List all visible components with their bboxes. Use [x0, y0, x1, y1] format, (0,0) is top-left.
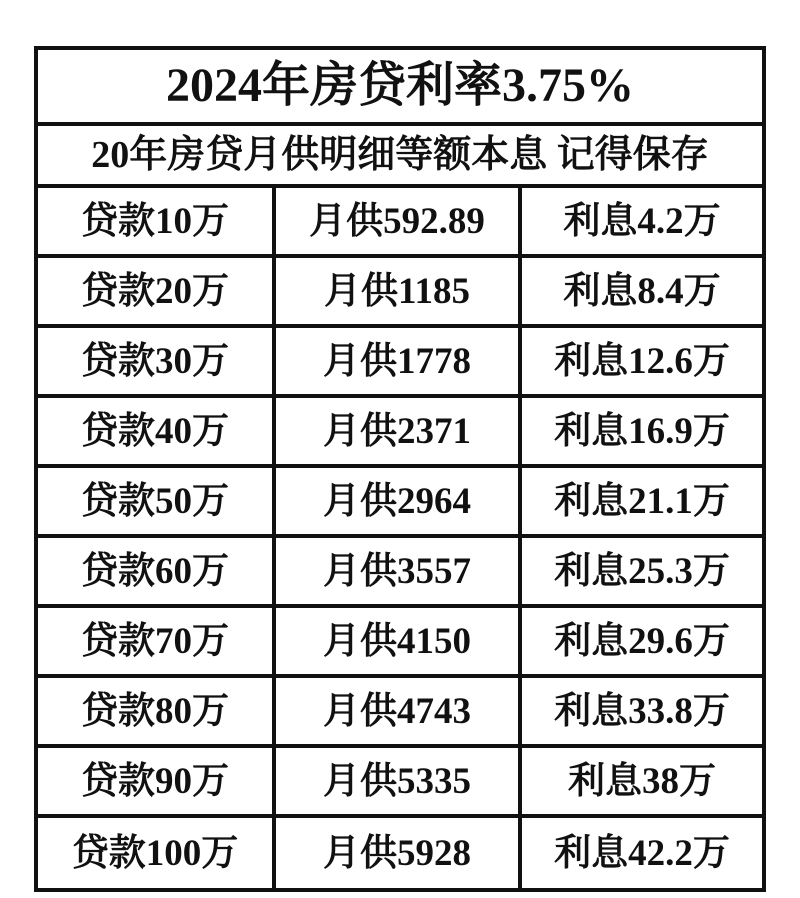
total-interest-cell: 利息12.6万 [554, 340, 730, 382]
table-row [38, 538, 762, 608]
total-interest-cell: 利息42.2万 [554, 832, 730, 874]
total-interest-cell: 利息29.6万 [554, 620, 730, 662]
table-row [38, 468, 762, 538]
loan-amount-cell: 贷款70万 [38, 608, 276, 674]
table-row [38, 608, 762, 678]
table-row [38, 328, 762, 398]
total-interest-cell: 利息16.9万 [554, 410, 730, 452]
loan-amount-cell: 贷款90万 [38, 748, 276, 814]
monthly-payment-cell: 月供1185 [276, 258, 522, 324]
monthly-payment-cell: 月供2371 [276, 398, 522, 464]
total-interest-cell: 利息8.4万 [563, 270, 721, 312]
monthly-payment-cell: 月供5335 [276, 748, 522, 814]
total-interest-cell: 利息38万 [568, 760, 716, 802]
table-row [38, 748, 762, 818]
table-title-row [38, 50, 762, 126]
table-row [38, 258, 762, 328]
total-interest-cell: 利息21.1万 [554, 480, 730, 522]
table-row [38, 398, 762, 468]
table-row [38, 678, 762, 748]
mortgage-table [34, 46, 766, 892]
loan-amount-cell: 贷款80万 [38, 678, 276, 744]
monthly-payment-cell: 月供2964 [276, 468, 522, 534]
loan-amount-cell: 贷款20万 [38, 258, 276, 324]
total-interest-cell: 利息4.2万 [563, 200, 721, 242]
monthly-payment-cell: 月供5928 [276, 818, 522, 888]
monthly-payment-cell: 月供4150 [276, 608, 522, 674]
loan-amount-cell: 贷款50万 [38, 468, 276, 534]
loan-amount-cell: 贷款30万 [38, 328, 276, 394]
loan-amount-cell: 贷款100万 [38, 818, 276, 888]
table-row [38, 818, 762, 888]
table-subtitle-row [38, 126, 762, 188]
table-row [38, 188, 762, 258]
page-subtitle: 20年房贷月供明细等额本息 记得保存 [91, 134, 709, 176]
loan-amount-cell: 贷款60万 [38, 538, 276, 604]
total-interest-cell: 利息25.3万 [554, 550, 730, 592]
monthly-payment-cell: 月供1778 [276, 328, 522, 394]
monthly-payment-cell: 月供592.89 [276, 188, 522, 254]
loan-amount-cell: 贷款40万 [38, 398, 276, 464]
monthly-payment-cell: 月供4743 [276, 678, 522, 744]
page-title: 2024年房贷利率3.75% [165, 59, 634, 112]
loan-amount-cell: 贷款10万 [38, 188, 276, 254]
total-interest-cell: 利息33.8万 [554, 690, 730, 732]
monthly-payment-cell: 月供3557 [276, 538, 522, 604]
